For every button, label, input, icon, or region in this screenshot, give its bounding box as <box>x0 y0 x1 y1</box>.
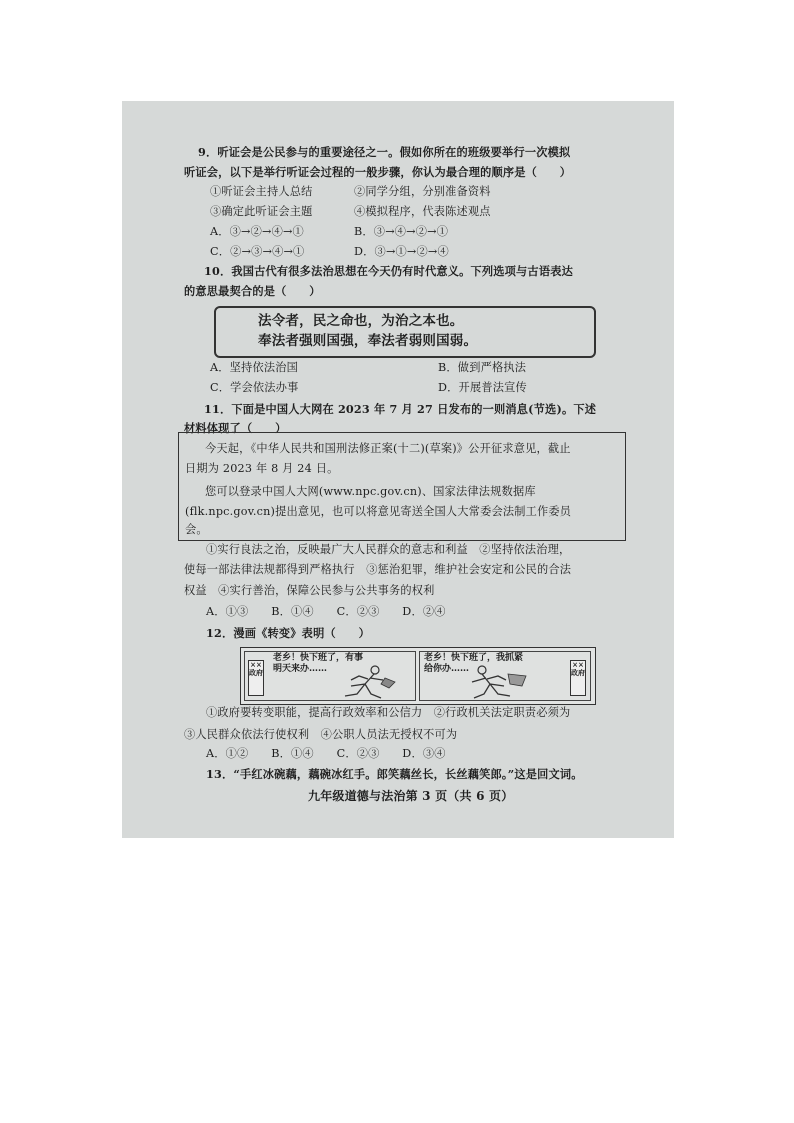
q9-stem-line1: 9．听证会是公民参与的重要途径之一。假如你所在的班级要举行一次模拟 <box>198 145 571 159</box>
q9-step-3: ③确定此听证会主题 <box>210 205 313 218</box>
q9-option-a: A．③→②→④→① <box>210 225 304 238</box>
q9-step-2: ②同学分组，分别准备资料 <box>354 185 491 198</box>
q11-material-line5: 会。 <box>185 523 208 536</box>
q12-statement-line2: ③人民群众依法行使权利 ④公职人员法无授权不可为 <box>184 728 458 741</box>
cartoon-bubble-left: 老乡！快下班了，有事 明天来办…… <box>273 653 364 674</box>
cartoon-panel-after <box>419 651 591 701</box>
q9-option-d: D．③→①→②→④ <box>354 245 449 258</box>
q10-option-c: C．学会依法办事 <box>210 381 299 394</box>
q11-material-line4: (flk.npc.gov.cn)提出意见，也可以将意见寄送全国人大常委会法制工作委员 <box>185 505 572 518</box>
q10-option-d: D．开展普法宣传 <box>438 381 527 394</box>
q12-statement-line1: ①政府要转变职能，提高行政效率和公信力 ②行政机关法定职责必须为 <box>206 706 571 719</box>
q11-answer-options: A．①③ B．①④ C．②③ D．②④ <box>206 605 446 618</box>
q11-stem-line1: 11．下面是中国人大网在 2023 年 7 月 27 日发布的一则消息(节选)。下述 <box>204 402 597 416</box>
q10-quote-line2: 奉法者强则国强，奉法者弱则国弱。 <box>258 333 478 349</box>
q9-step-1: ①听证会主持人总结 <box>210 185 313 198</box>
q12-stem: 12．漫画《转变》表明（ ） <box>206 626 371 640</box>
q11-material-line2: 日期为 2023 年 8 月 24 日。 <box>185 462 339 475</box>
q13-stem: 13．“手红冰碗藕，藕碗冰红手。郎笑藕丝长，长丝藕笑郎。”这是回文词。 <box>206 767 583 781</box>
running-official-figure-left <box>337 664 397 700</box>
q10-quote-line1: 法令者，民之命也，为治之本也。 <box>258 313 464 329</box>
q11-material-line1: 今天起，《中华人民共和国刑法修正案(十二)(草案)》公开征求意见，截止 <box>205 442 571 455</box>
q10-quote-box <box>214 306 596 358</box>
q11-stem-line2: 材料体现了（ ） <box>184 421 287 435</box>
q12-answer-options: A．①② B．①④ C．②③ D．③④ <box>206 747 446 760</box>
q11-statement-line3: 权益 ④实行善治，保障公民参与公共事务的权利 <box>184 584 435 597</box>
q10-option-a: A．坚持依法治国 <box>210 361 298 374</box>
q10-option-b: B．做到严格执法 <box>438 361 527 374</box>
page-footer: 九年级道德与法治第 3 页（共 6 页） <box>308 789 514 803</box>
q11-statement-line1: ①实行良法之治，反映最广大人民群众的意志和利益 ②坚持依法治理， <box>206 543 571 556</box>
q10-stem-line2: 的意思最契合的是（ ） <box>184 284 321 298</box>
running-official-figure-right <box>460 664 530 700</box>
q11-material-box <box>178 432 626 541</box>
q12-cartoon <box>240 647 596 705</box>
q11-statement-line2: 使每一部法律法规都得到严格执行 ③惩治犯罪，维护社会安定和公民的合法 <box>184 563 572 576</box>
government-sign-left: ×× 政府 <box>248 660 264 696</box>
q9-option-c: C．②→③→④→① <box>210 245 305 258</box>
cartoon-panel-before <box>244 651 416 701</box>
q9-step-4: ④模拟程序，代表陈述观点 <box>354 205 491 218</box>
q9-stem-line2: 听证会，以下是举行听证会过程的一般步骤，你认为最合理的顺序是（ ） <box>184 165 572 179</box>
q9-option-b: B．③→④→②→① <box>354 225 449 238</box>
cartoon-bubble-right: 老乡！快下班了，我抓紧 给你办…… <box>424 653 524 674</box>
q10-stem-line1: 10．我国古代有很多法治思想在今天仍有时代意义。下列选项与古语表达 <box>204 264 573 278</box>
photographed-exam-page <box>122 101 674 838</box>
government-sign-right: ×× 政府 <box>570 660 586 696</box>
q11-material-line3: 您可以登录中国人大网(www.npc.gov.cn)、国家法律法规数据库 <box>205 485 536 498</box>
